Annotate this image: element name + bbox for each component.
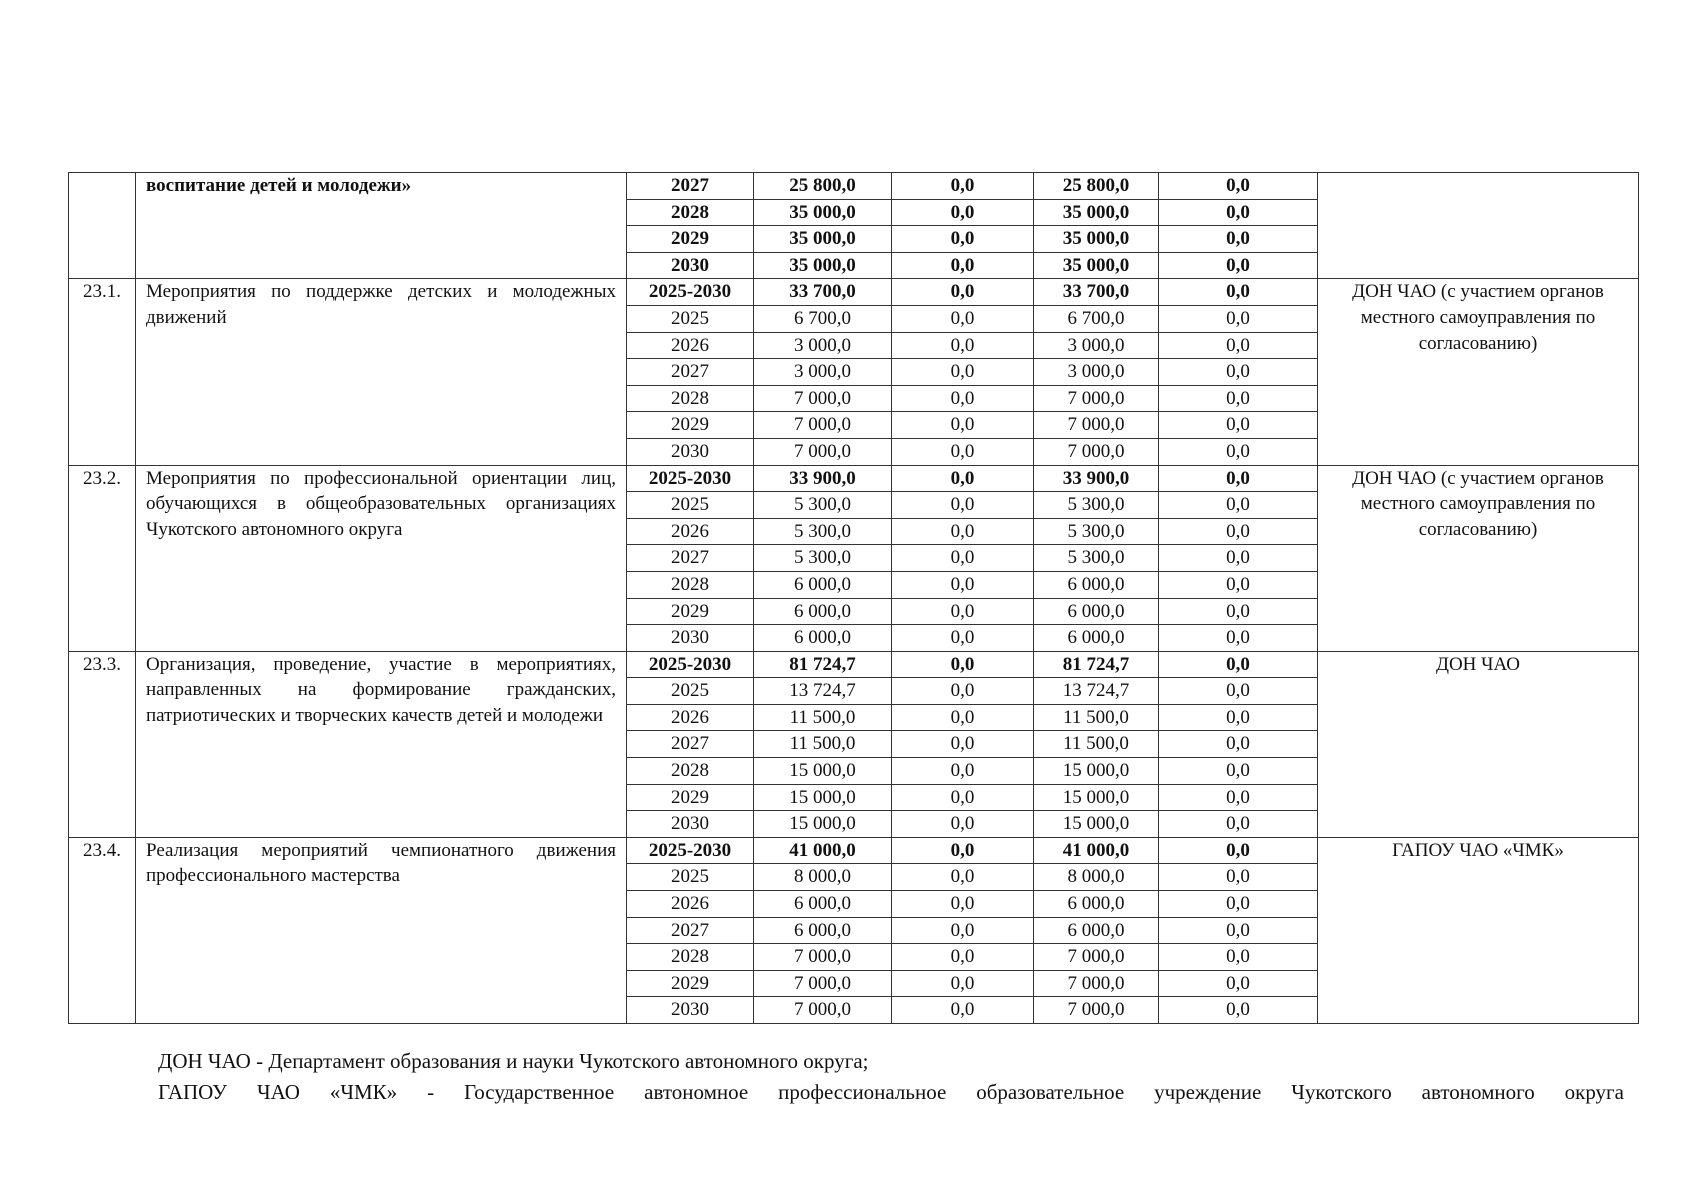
other-value: 0,0	[1159, 412, 1318, 439]
total-value: 7 000,0	[754, 412, 892, 439]
federal-value: 0,0	[892, 412, 1034, 439]
federal-value: 0,0	[892, 173, 1034, 200]
federal-value: 0,0	[892, 332, 1034, 359]
district-value: 7 000,0	[1034, 438, 1159, 465]
federal-value: 0,0	[892, 970, 1034, 997]
federal-value: 0,0	[892, 465, 1034, 492]
other-value: 0,0	[1159, 598, 1318, 625]
total-value: 15 000,0	[754, 758, 892, 785]
total-value: 11 500,0	[754, 704, 892, 731]
federal-value: 0,0	[892, 385, 1034, 412]
total-value: 25 800,0	[754, 173, 892, 200]
other-value: 0,0	[1159, 359, 1318, 386]
district-value: 7 000,0	[1034, 997, 1159, 1024]
other-value: 0,0	[1159, 545, 1318, 572]
table-row	[69, 837, 1639, 864]
federal-value: 0,0	[892, 279, 1034, 306]
other-value: 0,0	[1159, 625, 1318, 652]
other-value: 0,0	[1159, 226, 1318, 253]
period-cell: 2026	[627, 704, 754, 731]
period-cell: 2030	[627, 625, 754, 652]
federal-value: 0,0	[892, 199, 1034, 226]
item-number-cell: 23.4.	[69, 837, 136, 1023]
district-value: 5 300,0	[1034, 518, 1159, 545]
total-value: 3 000,0	[754, 359, 892, 386]
item-name-cell: Организация, проведение, участие в мероприятиях, направленных на формирование гражданских, патриотических и творческих качеств детей и молодежи	[136, 651, 627, 837]
district-value: 11 500,0	[1034, 731, 1159, 758]
item-name-cell: Реализация мероприятий чемпионатного движения профессионального мастерства	[136, 837, 627, 1023]
district-value: 3 000,0	[1034, 359, 1159, 386]
total-value: 15 000,0	[754, 811, 892, 838]
federal-value: 0,0	[892, 811, 1034, 838]
other-value: 0,0	[1159, 252, 1318, 279]
period-cell: 2029	[627, 226, 754, 253]
district-value: 41 000,0	[1034, 837, 1159, 864]
period-cell: 2029	[627, 970, 754, 997]
federal-value: 0,0	[892, 545, 1034, 572]
table-row	[69, 465, 1639, 492]
district-value: 6 000,0	[1034, 917, 1159, 944]
other-value: 0,0	[1159, 864, 1318, 891]
other-value: 0,0	[1159, 997, 1318, 1024]
total-value: 6 000,0	[754, 917, 892, 944]
period-cell: 2029	[627, 598, 754, 625]
district-value: 3 000,0	[1034, 332, 1159, 359]
federal-value: 0,0	[892, 917, 1034, 944]
period-cell: 2030	[627, 997, 754, 1024]
district-value: 5 300,0	[1034, 545, 1159, 572]
district-value: 6 000,0	[1034, 598, 1159, 625]
other-value: 0,0	[1159, 917, 1318, 944]
federal-value: 0,0	[892, 837, 1034, 864]
federal-value: 0,0	[892, 784, 1034, 811]
total-value: 11 500,0	[754, 731, 892, 758]
federal-value: 0,0	[892, 305, 1034, 332]
period-cell: 2027	[627, 731, 754, 758]
item-name-cell: воспитание детей и молодежи»	[136, 173, 627, 279]
footnotes	[158, 1046, 1624, 1108]
period-cell: 2027	[627, 173, 754, 200]
federal-value: 0,0	[892, 758, 1034, 785]
district-value: 15 000,0	[1034, 758, 1159, 785]
total-value: 33 700,0	[754, 279, 892, 306]
other-value: 0,0	[1159, 758, 1318, 785]
period-cell: 2028	[627, 944, 754, 971]
total-value: 35 000,0	[754, 226, 892, 253]
district-value: 8 000,0	[1034, 864, 1159, 891]
other-value: 0,0	[1159, 492, 1318, 519]
total-value: 8 000,0	[754, 864, 892, 891]
item-number-cell: 23.3.	[69, 651, 136, 837]
total-value: 6 000,0	[754, 625, 892, 652]
total-value: 5 300,0	[754, 492, 892, 519]
table-row	[69, 279, 1639, 306]
other-value: 0,0	[1159, 891, 1318, 918]
responsible-cell	[1318, 173, 1639, 279]
funding-table-body	[69, 173, 1639, 1024]
period-cell: 2026	[627, 518, 754, 545]
other-value: 0,0	[1159, 173, 1318, 200]
total-value: 3 000,0	[754, 332, 892, 359]
federal-value: 0,0	[892, 944, 1034, 971]
federal-value: 0,0	[892, 598, 1034, 625]
total-value: 5 300,0	[754, 518, 892, 545]
other-value: 0,0	[1159, 704, 1318, 731]
period-cell: 2026	[627, 332, 754, 359]
federal-value: 0,0	[892, 864, 1034, 891]
responsible-cell: ДОН ЧАО (с участием органов местного самоуправления по согласованию)	[1318, 279, 1639, 465]
other-value: 0,0	[1159, 199, 1318, 226]
other-value: 0,0	[1159, 571, 1318, 598]
other-value: 0,0	[1159, 731, 1318, 758]
document-table-wrap	[68, 172, 1639, 1024]
table-row	[69, 651, 1639, 678]
federal-value: 0,0	[892, 997, 1034, 1024]
district-value: 6 000,0	[1034, 891, 1159, 918]
other-value: 0,0	[1159, 970, 1318, 997]
other-value: 0,0	[1159, 944, 1318, 971]
district-value: 6 700,0	[1034, 305, 1159, 332]
district-value: 5 300,0	[1034, 492, 1159, 519]
table-row	[69, 173, 1639, 200]
district-value: 7 000,0	[1034, 970, 1159, 997]
item-number-cell: 23.1.	[69, 279, 136, 465]
total-value: 6 000,0	[754, 598, 892, 625]
period-cell: 2025	[627, 678, 754, 705]
federal-value: 0,0	[892, 438, 1034, 465]
period-cell: 2026	[627, 891, 754, 918]
other-value: 0,0	[1159, 678, 1318, 705]
district-value: 33 700,0	[1034, 279, 1159, 306]
other-value: 0,0	[1159, 784, 1318, 811]
total-value: 7 000,0	[754, 438, 892, 465]
federal-value: 0,0	[892, 571, 1034, 598]
responsible-cell: ДОН ЧАО (с участием органов местного самоуправления по согласованию)	[1318, 465, 1639, 651]
district-value: 25 800,0	[1034, 173, 1159, 200]
district-value: 33 900,0	[1034, 465, 1159, 492]
period-cell: 2028	[627, 758, 754, 785]
federal-value: 0,0	[892, 678, 1034, 705]
federal-value: 0,0	[892, 252, 1034, 279]
period-cell: 2027	[627, 545, 754, 572]
total-value: 7 000,0	[754, 997, 892, 1024]
district-value: 35 000,0	[1034, 252, 1159, 279]
district-value: 6 000,0	[1034, 625, 1159, 652]
total-value: 81 724,7	[754, 651, 892, 678]
total-value: 33 900,0	[754, 465, 892, 492]
period-cell: 2028	[627, 199, 754, 226]
responsible-cell: ГАПОУ ЧАО «ЧМК»	[1318, 837, 1639, 1023]
total-value: 35 000,0	[754, 252, 892, 279]
item-name-cell: Мероприятия по профессиональной ориентации лиц, обучающихся в общеобразовательных организациях Чукотского автономного округа	[136, 465, 627, 651]
federal-value: 0,0	[892, 651, 1034, 678]
district-value: 15 000,0	[1034, 811, 1159, 838]
period-cell: 2025	[627, 492, 754, 519]
total-value: 7 000,0	[754, 970, 892, 997]
responsible-cell: ДОН ЧАО	[1318, 651, 1639, 837]
footnote-gapou-chmk: ГАПОУ ЧАО «ЧМК» - Государственное автономное профессиональное образовательное учреждение Чукотского автономного округа	[158, 1080, 1624, 1104]
total-value: 41 000,0	[754, 837, 892, 864]
period-cell: 2025-2030	[627, 837, 754, 864]
total-value: 6 000,0	[754, 891, 892, 918]
total-value: 13 724,7	[754, 678, 892, 705]
other-value: 0,0	[1159, 438, 1318, 465]
federal-value: 0,0	[892, 359, 1034, 386]
total-value: 15 000,0	[754, 784, 892, 811]
total-value: 6 700,0	[754, 305, 892, 332]
period-cell: 2025	[627, 864, 754, 891]
total-value: 35 000,0	[754, 199, 892, 226]
other-value: 0,0	[1159, 837, 1318, 864]
district-value: 7 000,0	[1034, 412, 1159, 439]
period-cell: 2030	[627, 811, 754, 838]
footnote-don-chao: ДОН ЧАО - Департамент образования и науки Чукотского автономного округа;	[158, 1049, 869, 1073]
other-value: 0,0	[1159, 279, 1318, 306]
other-value: 0,0	[1159, 385, 1318, 412]
total-value: 7 000,0	[754, 944, 892, 971]
period-cell: 2028	[627, 571, 754, 598]
district-value: 11 500,0	[1034, 704, 1159, 731]
other-value: 0,0	[1159, 811, 1318, 838]
item-name-cell: Мероприятия по поддержке детских и молодежных движений	[136, 279, 627, 465]
period-cell: 2027	[627, 359, 754, 386]
district-value: 7 000,0	[1034, 944, 1159, 971]
item-number-cell	[69, 173, 136, 279]
district-value: 6 000,0	[1034, 571, 1159, 598]
district-value: 35 000,0	[1034, 226, 1159, 253]
period-cell: 2029	[627, 412, 754, 439]
total-value: 5 300,0	[754, 545, 892, 572]
period-cell: 2030	[627, 252, 754, 279]
other-value: 0,0	[1159, 465, 1318, 492]
period-cell: 2025	[627, 305, 754, 332]
district-value: 13 724,7	[1034, 678, 1159, 705]
federal-value: 0,0	[892, 226, 1034, 253]
funding-table	[68, 172, 1639, 1024]
item-number-cell: 23.2.	[69, 465, 136, 651]
federal-value: 0,0	[892, 704, 1034, 731]
period-cell: 2025-2030	[627, 465, 754, 492]
federal-value: 0,0	[892, 625, 1034, 652]
period-cell: 2030	[627, 438, 754, 465]
federal-value: 0,0	[892, 518, 1034, 545]
total-value: 7 000,0	[754, 385, 892, 412]
district-value: 35 000,0	[1034, 199, 1159, 226]
district-value: 15 000,0	[1034, 784, 1159, 811]
other-value: 0,0	[1159, 651, 1318, 678]
district-value: 7 000,0	[1034, 385, 1159, 412]
period-cell: 2029	[627, 784, 754, 811]
period-cell: 2025-2030	[627, 279, 754, 306]
period-cell: 2028	[627, 385, 754, 412]
period-cell: 2025-2030	[627, 651, 754, 678]
federal-value: 0,0	[892, 731, 1034, 758]
other-value: 0,0	[1159, 518, 1318, 545]
district-value: 81 724,7	[1034, 651, 1159, 678]
federal-value: 0,0	[892, 891, 1034, 918]
total-value: 6 000,0	[754, 571, 892, 598]
federal-value: 0,0	[892, 492, 1034, 519]
other-value: 0,0	[1159, 305, 1318, 332]
period-cell: 2027	[627, 917, 754, 944]
other-value: 0,0	[1159, 332, 1318, 359]
